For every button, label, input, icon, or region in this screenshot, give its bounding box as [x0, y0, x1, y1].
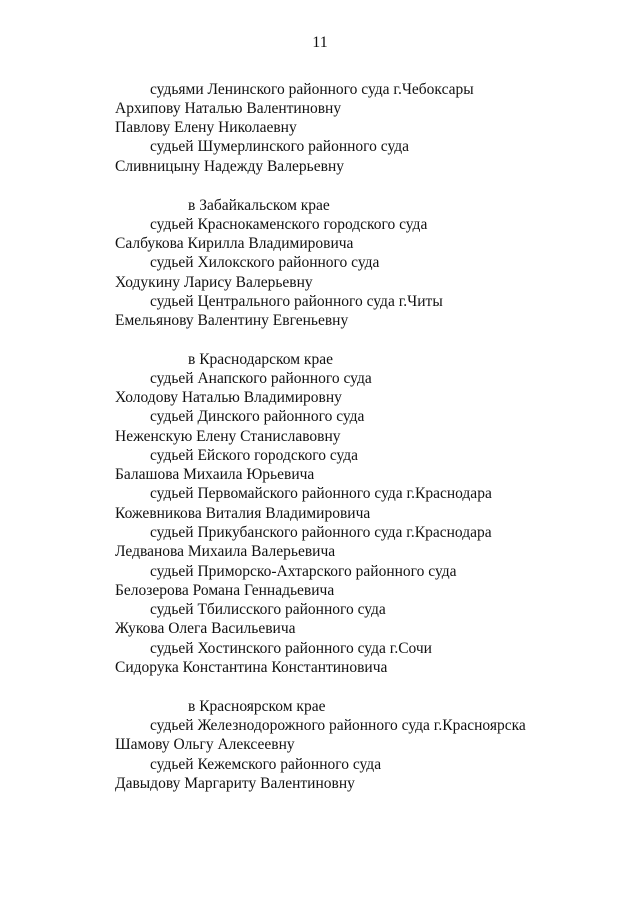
person-line: Давыдову Маргариту Валентиновну	[115, 775, 355, 792]
region-heading: в Забайкальском крае	[188, 197, 330, 214]
court-line: судьей Динского районного суда	[150, 408, 365, 425]
region-heading: в Красноярском крае	[188, 698, 326, 715]
court-line: судьей Железнодорожного районного суда г.Красноярска	[150, 717, 526, 734]
court-line: судьей Краснокаменского городского суда	[150, 216, 428, 233]
person-line: Павлову Елену Николаевну	[115, 119, 297, 136]
person-line: Шамову Ольгу Алексеевну	[115, 736, 295, 753]
person-line: Кожевникова Виталия Владимировича	[115, 505, 371, 522]
court-line: судьей Тбилисского районного суда	[150, 601, 386, 618]
person-line: Салбукова Кирилла Владимировича	[115, 235, 354, 252]
court-line: судьей Прикубанского районного суда г.Краснодара	[150, 524, 492, 541]
person-line: Холодову Наталью Владимировну	[115, 389, 342, 406]
court-line: судьей Приморско-Ахтарского районного суда	[150, 563, 457, 580]
court-line: судьей Кежемского районного суда	[150, 756, 382, 773]
person-line: Емельянову Валентину Евгеньевну	[115, 312, 349, 329]
court-line: судьей Первомайского районного суда г.Краснодара	[150, 485, 492, 502]
court-line: судьей Хостинского районного суда г.Сочи	[150, 640, 432, 657]
court-line: судьями Ленинского районного суда г.Чебоксары	[150, 81, 474, 98]
person-line: Жукова Олега Васильевича	[115, 620, 296, 637]
court-line: судьей Шумерлинского районного суда	[150, 138, 409, 155]
court-line: судьей Анапского районного суда	[150, 370, 372, 387]
court-line: судьей Центрального районного суда г.Читы	[150, 293, 443, 310]
court-line: судьей Хилокского районного суда	[150, 254, 380, 271]
region-heading: в Краснодарском крае	[188, 351, 333, 368]
person-line: Сливницыну Надежду Валерьевну	[115, 158, 344, 175]
person-line: Балашова Михаила Юрьевича	[115, 466, 315, 483]
person-line: Ходукину Ларису Валерьевну	[115, 274, 313, 291]
person-line: Архипову Наталью Валентиновну	[115, 100, 342, 117]
court-line: судьей Ейского городского суда	[150, 447, 359, 464]
person-line: Ледванова Михаила Валерьевича	[115, 543, 336, 560]
person-line: Неженскую Елену Станиславовну	[115, 428, 341, 445]
person-line: Сидорука Константина Константиновича	[115, 659, 388, 676]
person-line: Белозерова Романа Геннадьевича	[115, 582, 335, 599]
page-number: 11	[312, 34, 328, 51]
